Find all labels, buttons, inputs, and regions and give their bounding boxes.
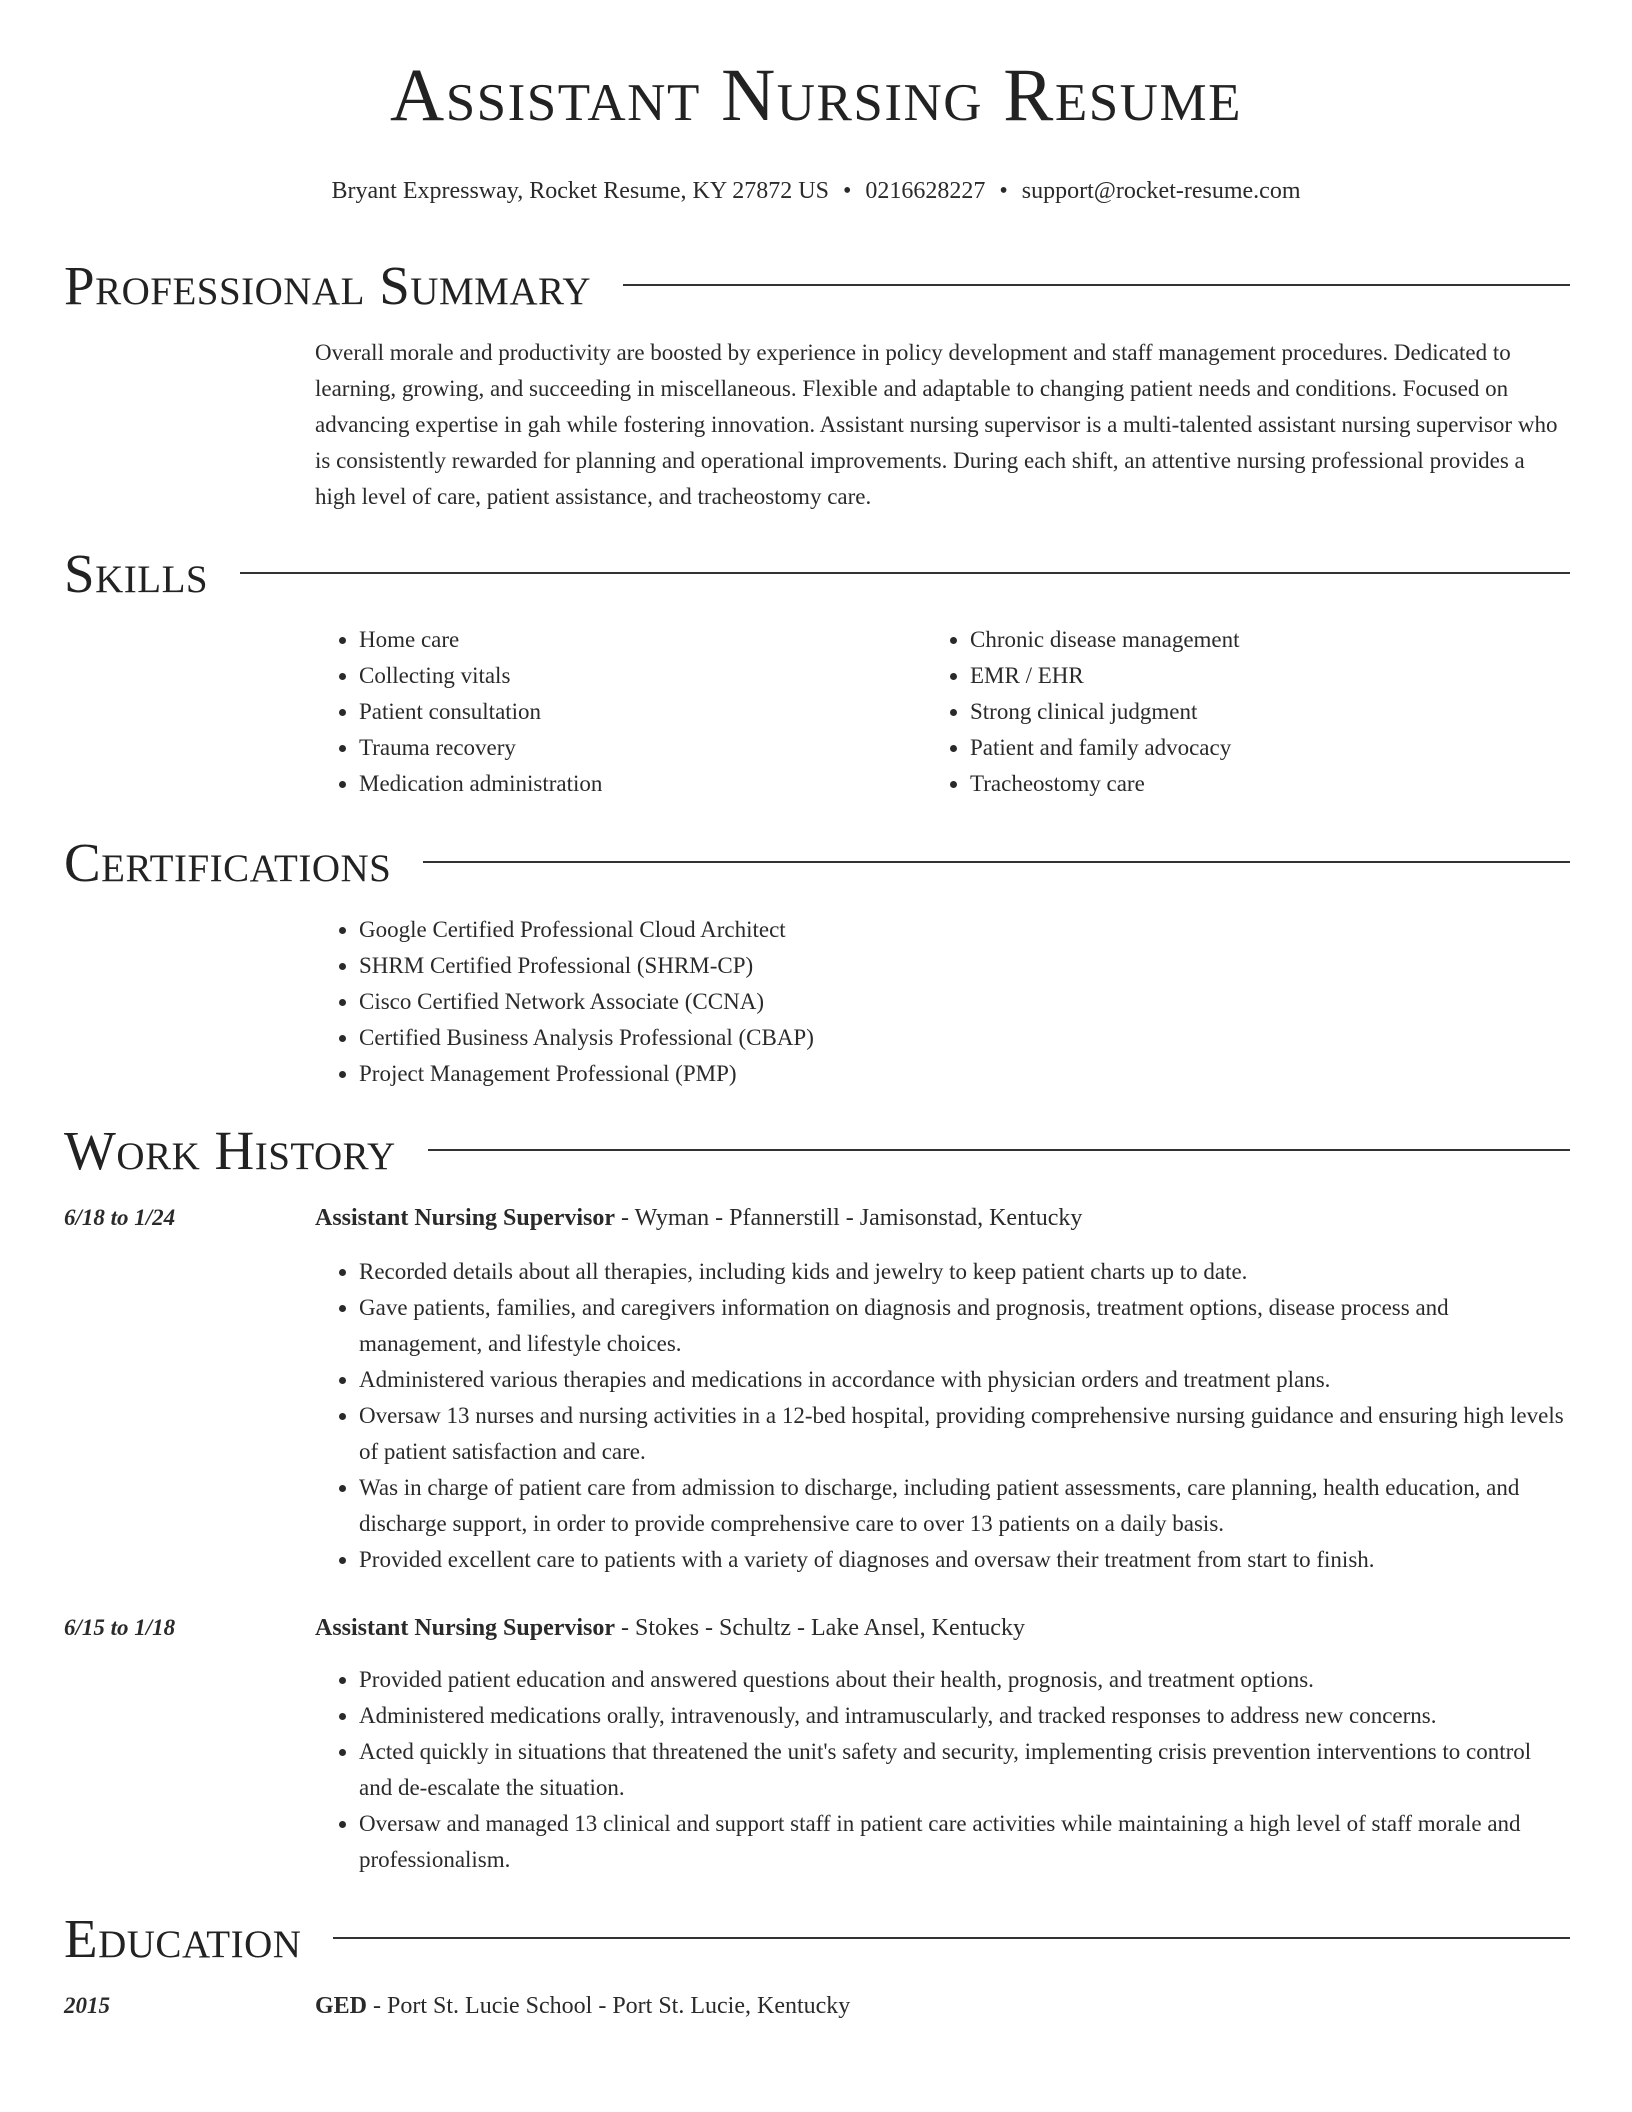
section-header-certifications xyxy=(64,832,1570,892)
section-title: Skills xyxy=(64,542,209,604)
job-responsibilities xyxy=(315,1254,1565,1578)
contact-line xyxy=(0,176,1632,206)
certification-item: • Project Management Professional (PMP) xyxy=(359,1056,1560,1092)
certification-item: • Certified Business Analysis Professional (CBAP) xyxy=(359,1020,1560,1056)
document-title: Assistant Nursing Resume xyxy=(390,54,1242,137)
summary-paragraph: Overall morale and productivity are boosted by experience in policy development and staff management procedures. Dedicated to learning, growing, and succeeding in miscellaneous. Flexible and adaptable to changing patient needs and conditions. Focused on advancing expertise in gah while fostering innovation. Assistant nursing supervisor is a multi-talented assistant nursing supervisor who is consistently rewarded for planning and operational improvements. During each shift, an attentive nursing professional provides a high level of care, patient assistance, and tracheostomy care. xyxy=(315,340,1558,509)
section-title: Education xyxy=(64,1907,302,1969)
certifications-list xyxy=(315,912,1560,1092)
section-divider xyxy=(423,861,1570,863)
skill-item: • Collecting vitals xyxy=(359,658,875,694)
section-divider xyxy=(623,284,1570,286)
responsibility-item: • Administered medications orally, intravenously, and intramuscularly, and tracked responses to address new concerns. xyxy=(359,1698,1565,1734)
responsibility-item: • Oversaw 13 nurses and nursing activities in a 12-bed hospital, providing comprehensive nursing guidance and ensuring high levels of patient satisfaction and care. xyxy=(359,1398,1565,1470)
skill-item: • EMR / EHR xyxy=(970,658,1486,694)
education-degree: GED xyxy=(315,1993,368,2019)
section-divider xyxy=(240,572,1570,574)
education-entry xyxy=(315,1988,850,2024)
section-header-summary xyxy=(64,255,1570,315)
responsibility-item: • Administered various therapies and medications in accordance with physician orders and treatment plans. xyxy=(359,1362,1565,1398)
section-title: Certifications xyxy=(64,831,392,893)
skill-item: • Tracheostomy care xyxy=(970,766,1486,802)
contact-email: support@rocket-resume.com xyxy=(1021,178,1301,204)
skill-item: • Patient and family advocacy xyxy=(970,730,1486,766)
section-divider xyxy=(333,1937,1570,1939)
responsibility-item: • Recorded details about all therapies, including kids and jewelry to keep patient charts up to date. xyxy=(359,1254,1565,1290)
skill-item: • Trauma recovery xyxy=(359,730,875,766)
skills-column-right xyxy=(926,622,1486,802)
section-header-skills xyxy=(64,543,1570,603)
section-title: Work History xyxy=(64,1119,396,1181)
job-responsibilities xyxy=(315,1662,1565,1878)
certification-item: • SHRM Certified Professional (SHRM-CP) xyxy=(359,948,1560,984)
education-school: - Port St. Lucie School - Port St. Lucie, Kentucky xyxy=(367,1993,851,2019)
contact-separator: • xyxy=(842,178,852,204)
skill-item: • Strong clinical judgment xyxy=(970,694,1486,730)
job-heading xyxy=(315,1200,1082,1236)
job-dates: 6/15 to 1/18 xyxy=(64,1615,176,1640)
responsibility-item: • Was in charge of patient care from admission to discharge, including patient assessments, care planning, health education, and discharge support, in order to provide comprehensive care to over 13 patients on a daily basis. xyxy=(359,1470,1565,1542)
job-title: Assistant Nursing Supervisor xyxy=(315,1205,616,1231)
skill-item: • Medication administration xyxy=(359,766,875,802)
section-divider xyxy=(428,1149,1570,1151)
contact-phone: 0216628227 xyxy=(865,178,986,204)
skill-item: • Home care xyxy=(359,622,875,658)
section-header-work-history xyxy=(64,1120,1570,1180)
section-title: Professional Summary xyxy=(64,254,592,316)
skill-item: • Chronic disease management xyxy=(970,622,1486,658)
responsibility-item: • Oversaw and managed 13 clinical and support staff in patient care activities while maintaining a high level of staff morale and professionalism. xyxy=(359,1806,1565,1878)
contact-separator: • xyxy=(999,178,1008,204)
responsibility-item: • Acted quickly in situations that threatened the unit's safety and security, implementing crisis prevention interventions to control and de-escalate the situation. xyxy=(359,1734,1565,1806)
contact-address: Bryant Expressway, Rocket Resume, KY 27872 US xyxy=(331,178,829,204)
skill-item: • Patient consultation xyxy=(359,694,875,730)
job-employer: - Wyman - Pfannerstill - Jamisonstad, Kentucky xyxy=(615,1205,1083,1231)
section-header-education xyxy=(64,1908,1570,1968)
job-heading xyxy=(315,1610,1025,1646)
responsibility-item: • Provided excellent care to patients with a variety of diagnoses and oversaw their treatment from start to finish. xyxy=(359,1542,1565,1578)
certification-item: • Cisco Certified Network Associate (CCNA) xyxy=(359,984,1560,1020)
job-dates: 6/18 to 1/24 xyxy=(64,1205,176,1230)
skills-column-left xyxy=(315,622,875,802)
responsibility-item: • Gave patients, families, and caregivers information on diagnosis and prognosis, treatment options, disease process and management, and lifestyle choices. xyxy=(359,1290,1565,1362)
job-employer: - Stokes - Schultz - Lake Ansel, Kentucky xyxy=(615,1615,1025,1641)
job-title: Assistant Nursing Supervisor xyxy=(315,1615,616,1641)
responsibility-item: • Provided patient education and answered questions about their health, prognosis, and treatment options. xyxy=(359,1662,1565,1698)
certification-item: • Google Certified Professional Cloud Architect xyxy=(359,912,1560,948)
education-year: 2015 xyxy=(64,1993,110,2018)
